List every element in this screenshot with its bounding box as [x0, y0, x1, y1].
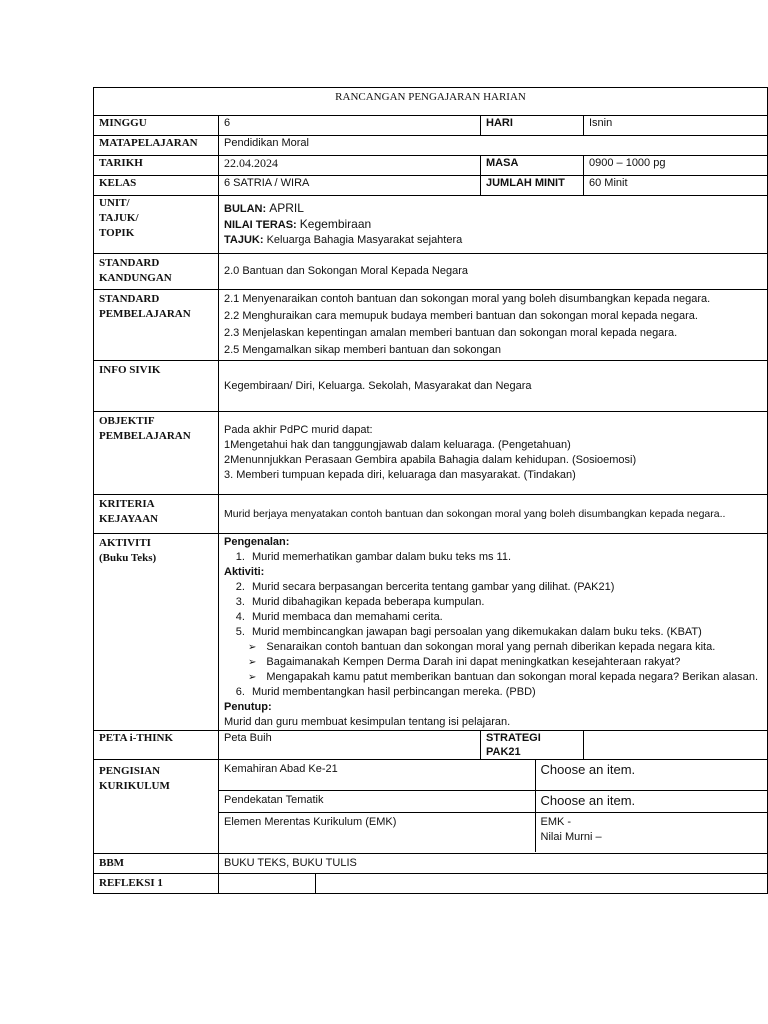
- kriteria-label: KRITERIA KEJAYAAN: [94, 495, 219, 534]
- masa-value[interactable]: 0900 – 1000 pg: [584, 156, 768, 176]
- kriteria-value[interactable]: Murid berjaya menyatakan contoh bantuan dan sokongan moral yang boleh disumbangkan kepada negara..: [219, 495, 768, 534]
- list-item: 4. Murid membaca dan memahami cerita.: [248, 610, 762, 625]
- objektif-item[interactable]: 3. Memberi tumpuan kepada diri, keluaraga dan masyarakat. (Tindakan): [224, 469, 576, 481]
- kemahiran-abad-select[interactable]: Choose an item.: [535, 760, 767, 790]
- matapelajaran-value[interactable]: Pendidikan Moral: [219, 136, 768, 156]
- objektif-item[interactable]: 2Menunnjukkan Perasaan Gembira apabila Bahagia dalam kehidupan. (Sosioemosi): [224, 454, 637, 466]
- minggu-label: MINGGU: [94, 116, 219, 136]
- aktiviti-sub-label: Aktiviti:: [224, 566, 265, 578]
- objektif-cell: [219, 412, 768, 495]
- sp-item[interactable]: 2.1 Menyenaraikan contoh bantuan dan sokongan moral yang boleh disumbangkan kepada negara.: [224, 293, 711, 305]
- jumlah-minit-value[interactable]: 60 Minit: [584, 176, 768, 196]
- pengenalan-list: [224, 550, 762, 565]
- kelas-value[interactable]: 6 SATRIA / WIRA: [219, 176, 481, 196]
- standard-kandungan-label: STANDARD KANDUNGAN: [94, 254, 219, 290]
- emk-value[interactable]: EMK - Nilai Murni –: [540, 815, 602, 843]
- hari-value[interactable]: Isnin: [584, 116, 768, 136]
- tarikh-value[interactable]: 22.04.2024: [219, 156, 481, 176]
- jumlah-minit-label: JUMLAH MINIT: [481, 176, 584, 196]
- nilai-teras-label: NILAI TERAS:: [224, 219, 297, 231]
- list-item: 2. Murid secara berpasangan bercerita tentang gambar yang dilihat. (PAK21): [248, 580, 762, 595]
- standard-kandungan-value[interactable]: 2.0 Bantuan dan Sokongan Moral Kepada Negara: [219, 254, 768, 290]
- lesson-plan-table: [93, 87, 768, 894]
- minggu-value[interactable]: 6: [219, 116, 481, 136]
- penutup-value: Murid dan guru membuat kesimpulan tentang isi pelajaran.: [224, 716, 511, 728]
- pendekatan-tematik-label: Pendekatan Tematik: [219, 790, 535, 812]
- peta-ithink-label: PETA i-THINK: [94, 731, 219, 760]
- aktiviti-list-end: [224, 685, 762, 700]
- refleksi-value[interactable]: [219, 874, 316, 894]
- document-title: RANCANGAN PENGAJARAN HARIAN: [94, 88, 768, 116]
- nilai-teras-value[interactable]: Kegembiraan: [299, 217, 372, 231]
- objektif-label: OBJEKTIF PEMBELAJARAN: [94, 412, 219, 495]
- info-sivik-value[interactable]: Kegembiraan/ Diri, Keluarga. Sekolah, Masyarakat dan Negara: [219, 361, 768, 412]
- pengisian-kurikulum-label: PENGISIAN KURIKULUM: [94, 760, 219, 854]
- question-item: ➢ Bagaimanakah Kempen Derma Darah ini dapat meningkatkan kesejahteraan rakyat?: [248, 655, 762, 670]
- objektif-item[interactable]: 1Mengetahui hak dan tanggungjawab dalam keluaraga. (Pengetahuan): [224, 439, 571, 451]
- emk-label: Elemen Merentas Kurikulum (EMK): [219, 812, 535, 852]
- tajuk-value[interactable]: Keluarga Bahagia Masyarakat sejahtera: [266, 234, 463, 246]
- list-item: 1. Murid memerhatikan gambar dalam buku teks ms 11.: [248, 550, 762, 565]
- unit-cell: [219, 196, 768, 254]
- standard-pembelajaran-cell: [219, 290, 768, 361]
- bulan-value[interactable]: APRIL: [269, 201, 304, 215]
- strategi-pak21-label: STRATEGI PAK21: [481, 731, 584, 760]
- pendekatan-tematik-select[interactable]: Choose an item.: [535, 790, 767, 812]
- matapelajaran-label: MATAPELAJARAN: [94, 136, 219, 156]
- hari-label: HARI: [481, 116, 584, 136]
- pengisian-table: [219, 760, 767, 852]
- aktiviti-cell: [219, 534, 768, 731]
- standard-pembelajaran-label: STANDARD PEMBELAJARAN: [94, 290, 219, 361]
- list-item: 6. Murid membentangkan hasil perbincangan mereka. (PBD): [248, 685, 762, 700]
- list-item: 3. Murid dibahagikan kepada beberapa kumpulan.: [248, 595, 762, 610]
- kelas-label: KELAS: [94, 176, 219, 196]
- aktiviti-label: AKTIVITI (Buku Teks): [94, 534, 219, 731]
- question-item: ➢ Mengapakah kamu patut memberikan bantuan dan sokongan moral kepada negara? Berikan alasan.: [248, 670, 762, 685]
- refleksi-label: REFLEKSI 1: [94, 874, 219, 894]
- sp-item[interactable]: 2.3 Menjelaskan kepentingan amalan memberi bantuan dan sokongan moral kepada negara.: [224, 327, 678, 339]
- masa-label: MASA: [481, 156, 584, 176]
- unit-label: UNIT/ TAJUK/ TOPIK: [94, 196, 219, 254]
- lesson-plan-page: [93, 87, 767, 894]
- peta-ithink-value[interactable]: Peta Buih: [219, 731, 481, 760]
- question-list: [224, 640, 762, 685]
- bbm-label: BBM: [94, 854, 219, 874]
- question-item: ➢ Senaraikan contoh bantuan dan sokongan moral yang pernah diberikan kepada negara kita.: [248, 640, 762, 655]
- info-sivik-label: INFO SIVIK: [94, 361, 219, 412]
- pengenalan-label: Pengenalan:: [224, 536, 290, 548]
- penutup-label: Penutup:: [224, 701, 272, 713]
- list-item: 5. Murid membincangkan jawapan bagi persoalan yang dikemukakan dalam buku teks. (KBAT): [248, 625, 762, 640]
- tarikh-label: TARIKH: [94, 156, 219, 176]
- bbm-value[interactable]: BUKU TEKS, BUKU TULIS: [219, 854, 768, 874]
- aktiviti-list: [224, 580, 762, 640]
- bulan-label: BULAN:: [224, 203, 267, 215]
- kemahiran-abad-label: Kemahiran Abad Ke-21: [219, 760, 535, 790]
- refleksi-extra[interactable]: [316, 874, 768, 894]
- tajuk-label: TAJUK:: [224, 234, 264, 246]
- strategi-pak21-value[interactable]: [584, 731, 768, 760]
- objektif-intro: Pada akhir PdPC murid dapat:: [224, 424, 373, 436]
- pengisian-cell: [219, 760, 768, 854]
- sp-item[interactable]: 2.2 Menghuraikan cara memupuk budaya memberi bantuan dan sokongan moral kepada negara.: [224, 310, 698, 322]
- sp-item[interactable]: 2.5 Mengamalkan sikap memberi bantuan dan sokongan: [224, 344, 502, 356]
